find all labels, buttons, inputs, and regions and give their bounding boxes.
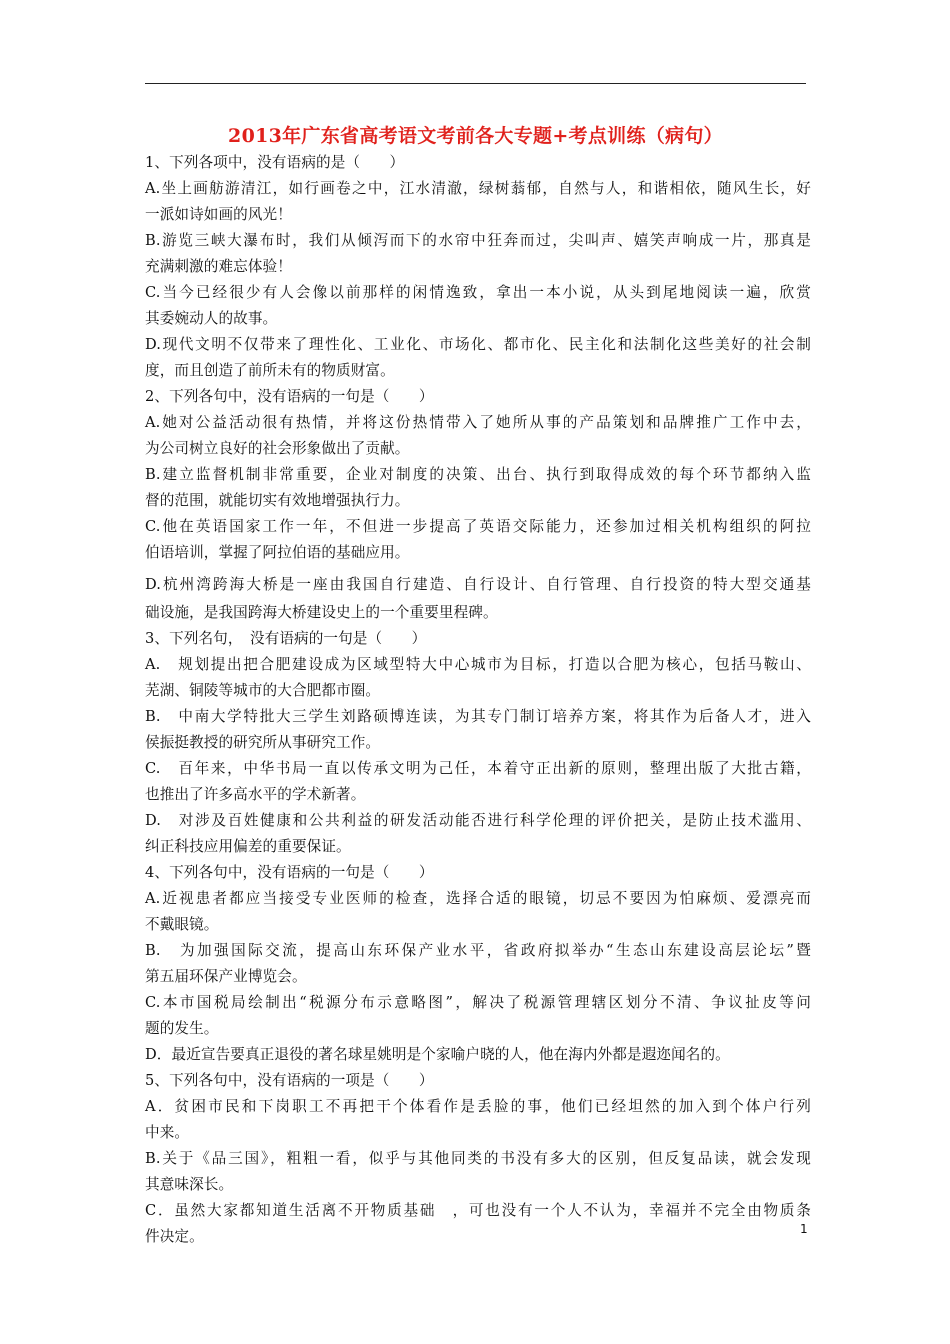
text-line: 充满刺激的难忘体验！: [145, 258, 292, 275]
text-line: B.游览三峡大瀑布时，我们从倾泻而下的水帘中狂奔而过，尖叫声、嬉笑声响成一片，那真是: [145, 232, 811, 249]
text-line: 中来。: [145, 1124, 190, 1141]
text-line: D.杭州湾跨海大桥是一座由我国自行建造、自行设计、自行管理、自行投资的特大型交通基: [145, 576, 811, 593]
text-line: C.本市国税局绘制出“税源分布示意略图”，解决了税源管理辖区划分不清、争议扯皮等问: [145, 994, 811, 1011]
text-line: 不戴眼镜。: [145, 916, 219, 933]
text-line: A. 规划提出把合肥建设成为区域型特大中心城市为目标，打造以合肥为核心，包括马鞍山、: [145, 656, 811, 673]
text-line: A．贫困市民和下岗职工不再把干个体看作是丢脸的事，他们已经坦然的加入到个体户行列: [145, 1098, 811, 1115]
text-line: 纠正科技应用偏差的重要保证。: [145, 838, 351, 855]
text-line: B.关于《品三国》，粗粗一看，似乎与其他同类的书没有多大的区别，但反复品读，就会发现: [145, 1150, 811, 1167]
text-line: 侯振挺教授的研究所从事研究工作。: [145, 734, 381, 751]
text-line: 础设施，是我国跨海大桥建设史上的一个重要里程碑。: [145, 604, 498, 621]
question-stem: 5、下列各句中，没有语病的一项是（ ）: [145, 1072, 434, 1089]
question-stem: 1、下列各项中，没有语病的是（ ）: [145, 154, 405, 171]
text-line: 一派如诗如画的风光！: [145, 206, 292, 223]
document-body: [145, 150, 811, 1250]
text-line: 题的发生。: [145, 1020, 219, 1037]
text-line: D. 对涉及百姓健康和公共利益的研发活动能否进行科学伦理的评价把关，是防止技术滥用、: [145, 812, 811, 829]
text-line: 芜湖、铜陵等城市的大合肥都市圈。: [145, 682, 381, 699]
text-line: 第五届环保产业博览会。: [145, 968, 307, 985]
text-line: 度，而且创造了前所未有的物质财富。: [145, 362, 395, 379]
text-line: A.坐上画舫游清江，如行画卷之中，江水清澈，绿树蓊郁，自然与人，和谐相依，随风生长，好: [145, 180, 811, 197]
text-line: B.建立监督机制非常重要，企业对制度的决策、出台、执行到取得成效的每个环节都纳入监: [145, 466, 811, 483]
text-line: 件决定。: [145, 1228, 204, 1245]
text-line: 其意味深长。: [145, 1176, 234, 1193]
text-line: 其委婉动人的故事。: [145, 310, 278, 327]
text-line: B. 为加强国际交流，提高山东环保产业水平，省政府拟举办“生态山东建设高层论坛”暨: [145, 942, 811, 959]
page-number: 1: [800, 1222, 808, 1236]
document-title: 2013年广东省高考语文考前各大专题+考点训练（病句）: [228, 125, 723, 147]
text-line: 也推出了许多高水平的学术新著。: [145, 786, 366, 803]
question-stem: 4、下列各句中，没有语病的一句是（ ）: [145, 864, 434, 881]
text-line: 伯语培训，掌握了阿拉伯语的基础应用。: [145, 544, 410, 561]
question-stem: 2、下列各句中，没有语病的一句是（ ）: [145, 388, 434, 405]
text-line: A.她对公益活动很有热情，并将这份热情带入了她所从事的产品策划和品牌推广工作中去，: [145, 414, 811, 431]
header-rule: [145, 83, 806, 84]
text-line: 督的范围，就能切实有效地增强执行力。: [145, 492, 410, 509]
text-line: D．最近宣告要真正退役的著名球星姚明是个家喻户晓的人，他在海内外都是遐迩闻名的。: [145, 1046, 730, 1063]
text-line: A.近视患者都应当接受专业医师的检查，选择合适的眼镜，切忌不要因为怕麻烦、爱漂亮而: [145, 890, 811, 907]
text-line: C.当今已经很少有人会像以前那样的闲情逸致，拿出一本小说，从头到尾地阅读一遍，欣赏: [145, 284, 811, 301]
text-line: B. 中南大学特批大三学生刘路硕博连读，为其专门制订培养方案，将其作为后备人才，进入: [145, 708, 811, 725]
text-line: C.他在英语国家工作一年，不但进一步提高了英语交际能力，还参加过相关机构组织的阿拉: [145, 518, 811, 535]
question-stem: 3、下列名句， 没有语病的一句是（ ）: [145, 630, 427, 647]
text-line: 为公司树立良好的社会形象做出了贡献。: [145, 440, 410, 457]
text-line: C．虽然大家都知道生活离不开物质基础 ，可也没有一个人不认为，幸福并不完全由物质条: [145, 1202, 811, 1219]
text-line: C. 百年来，中华书局一直以传承文明为己任，本着守正出新的原则，整理出版了大批古籍，: [145, 760, 811, 777]
text-line: D.现代文明不仅带来了理性化、工业化、市场化、都市化、民主化和法制化这些美好的社会制: [145, 336, 811, 353]
